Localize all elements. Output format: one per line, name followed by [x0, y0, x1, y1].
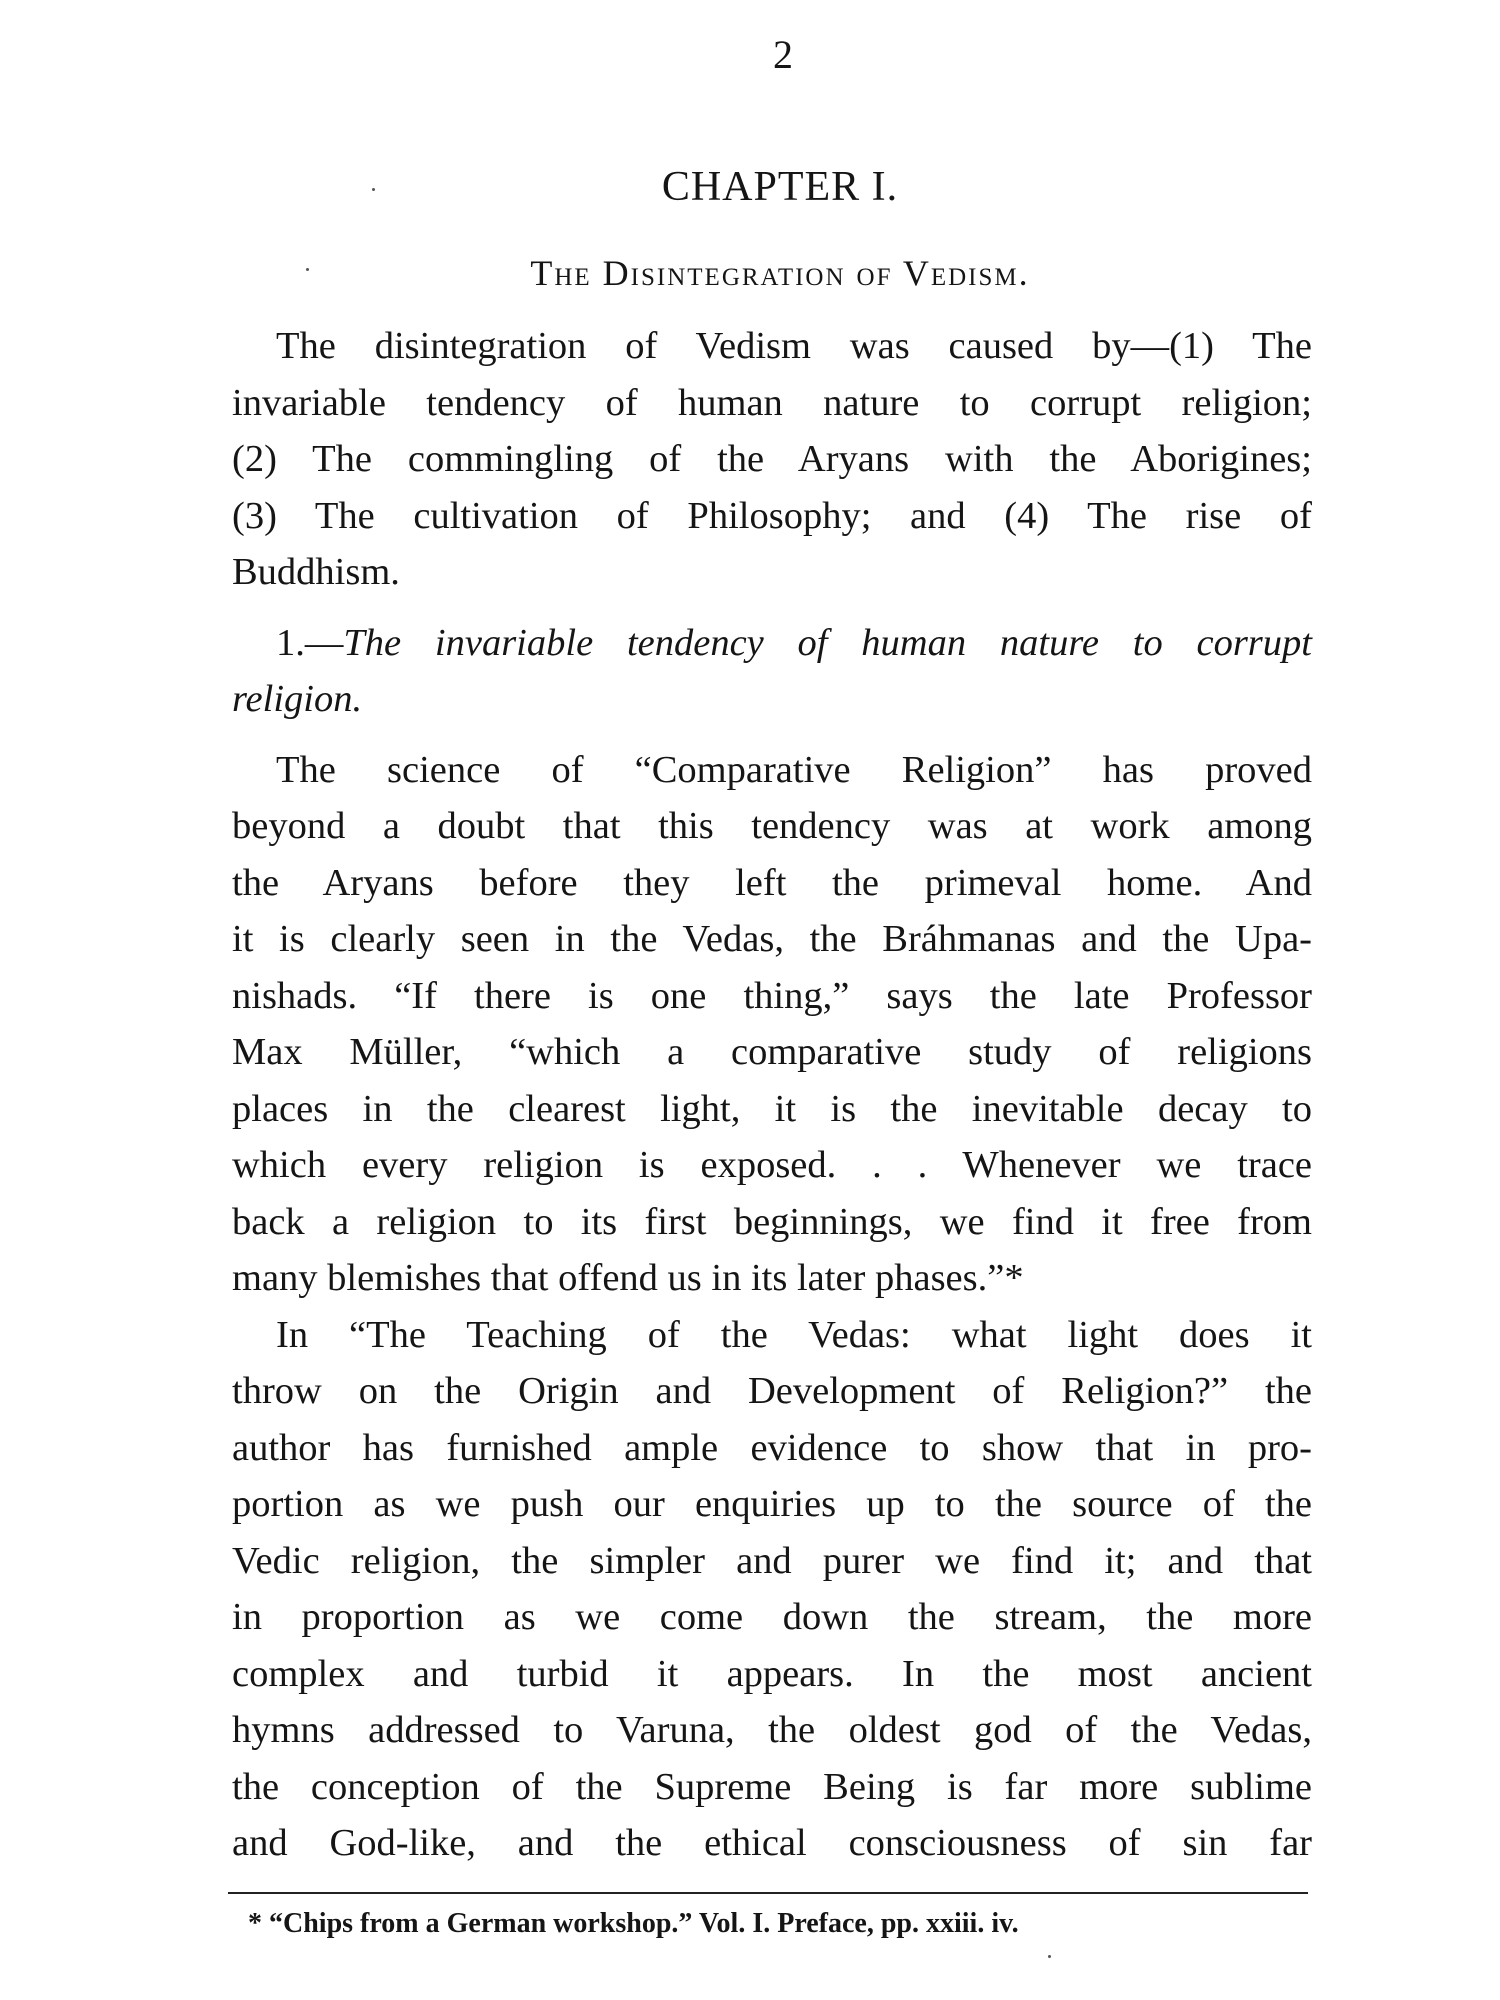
- text-line: back a religion to its first beginnings, we find it free from: [232, 1200, 1312, 1243]
- text-line: Vedic religion, the simpler and purer we find it; and that: [232, 1539, 1312, 1582]
- scan-speck: [306, 268, 309, 271]
- paragraph-teaching-of-vedas: [232, 1307, 1312, 1872]
- subsection-heading: [232, 615, 1312, 728]
- page-number: 2: [773, 32, 793, 77]
- scan-speck: [372, 188, 375, 191]
- text-line: invariable tendency of human nature to corrupt religion;: [232, 381, 1312, 424]
- text-line: places in the clearest light, it is the inevitable decay to: [232, 1087, 1312, 1130]
- chapter-title: CHAPTER I.: [661, 164, 899, 210]
- subsection-title-part: The invariable tendency of human nature to corrupt: [343, 621, 1312, 664]
- footnote: * “Chips from a German workshop.” Vol. I. Preface, pp. xxiii. iv.: [248, 1908, 1019, 1939]
- subsection-title-part: religion.: [232, 678, 363, 720]
- paragraph-gap: [232, 728, 1312, 742]
- text-line: (2) The commingling of the Aryans with the Aborigines;: [232, 438, 1312, 480]
- text-line: the conception of the Supreme Being is far more sublime: [232, 1765, 1312, 1808]
- text-line: portion as we push our enquiries up to the source of the: [232, 1483, 1312, 1525]
- paragraph-gap: [232, 601, 1312, 615]
- text-line: hymns addressed to Varuna, the oldest god of the Vedas,: [232, 1709, 1312, 1751]
- text-line: Buddhism.: [232, 551, 400, 593]
- text-line: In “The Teaching of the Vedas: what light does it: [276, 1313, 1312, 1356]
- text-line: beyond a doubt that this tendency was at work among: [232, 805, 1312, 847]
- text-line: Max Müller, “which a comparative study of religions: [232, 1031, 1312, 1073]
- body-text: [232, 318, 1312, 1872]
- text-line: The science of “Comparative Religion” has proved: [276, 748, 1312, 791]
- text-line: author has furnished ample evidence to show that in pro-: [232, 1426, 1312, 1469]
- text-line: nishads. “If there is one thing,” says the late Professor: [232, 974, 1312, 1017]
- scan-speck: [1048, 1955, 1051, 1958]
- text-line: The disintegration of Vedism was caused by—(1) The: [276, 325, 1312, 367]
- text-line: and God-like, and the ethical consciousness of sin far: [232, 1822, 1312, 1864]
- text-line: the Aryans before they left the primeval home. And: [232, 861, 1312, 904]
- footnote-divider: [228, 1892, 1308, 1894]
- subsection-number: 1.—: [276, 621, 344, 664]
- subsection-heading-line: [232, 615, 1312, 672]
- text-line: which every religion is exposed. . . Whenever we trace: [232, 1144, 1312, 1186]
- text-line: throw on the Origin and Development of Religion?” the: [232, 1370, 1312, 1412]
- text-line: complex and turbid it appears. In the most ancient: [232, 1652, 1312, 1695]
- section-title: The Disintegration of Vedism.: [530, 253, 1030, 293]
- text-line: many blemishes that offend us in its later phases.”*: [232, 1257, 1024, 1299]
- paragraph-intro: [232, 318, 1312, 601]
- text-line: in proportion as we come down the stream, the more: [232, 1596, 1312, 1638]
- text-line: (3) The cultivation of Philosophy; and (4) The rise of: [232, 494, 1312, 537]
- paragraph-comparative-religion: [232, 742, 1312, 1307]
- text-line: it is clearly seen in the Vedas, the Bráhmanas and the Upa-: [232, 918, 1312, 960]
